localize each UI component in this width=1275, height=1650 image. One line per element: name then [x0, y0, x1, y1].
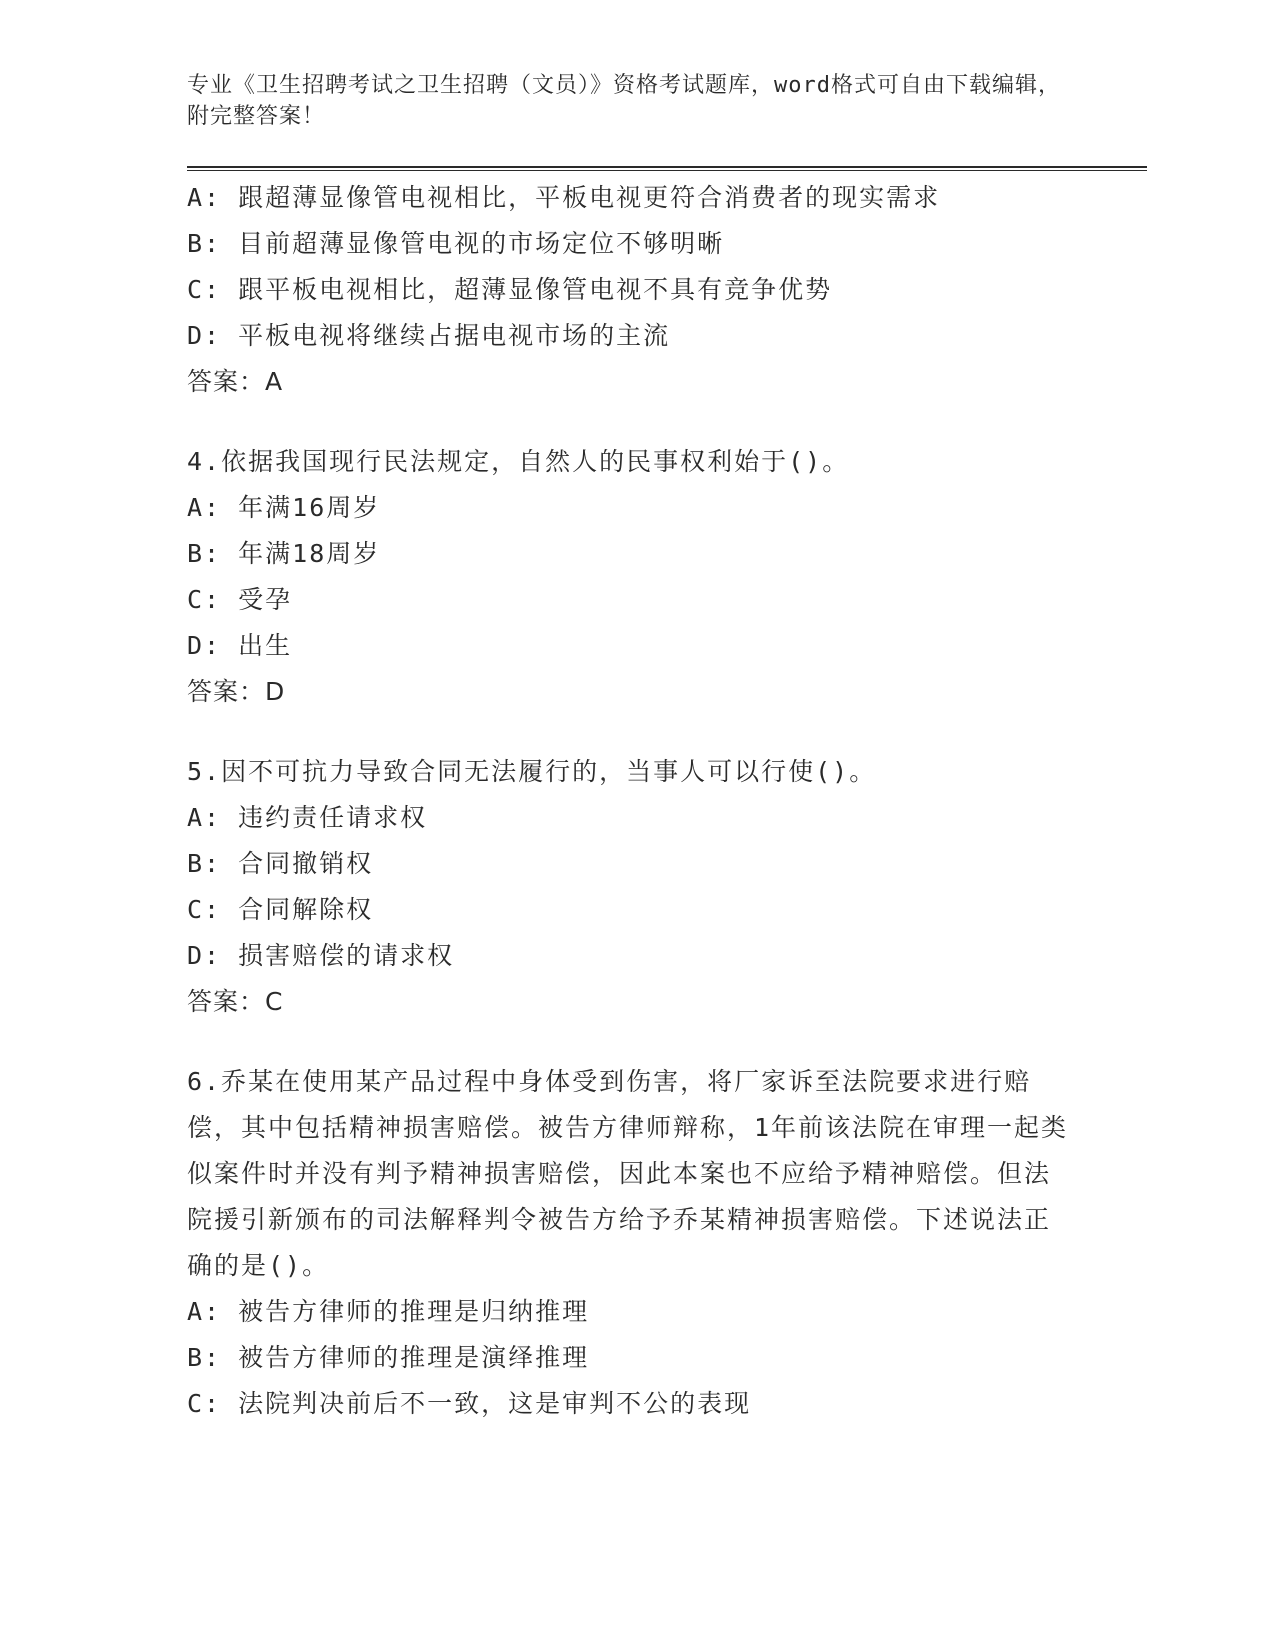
question-4 — [187, 439, 1147, 715]
option-c: C: 受孕 — [187, 585, 293, 614]
page-content — [187, 70, 1147, 1427]
question-3 — [187, 175, 1147, 405]
option-b: B: 合同撤销权 — [187, 849, 374, 878]
question-text: 6.乔某在使用某产品过程中身体受到伤害，将厂家诉至法院要求进行赔偿，其中包括精神损害赔偿。被告方律师辩称，1年前该法院在审理一起类似案件时并没有判予精神损害赔偿，因此本案也不应给予精神赔偿。但法院援引新颁布的司法解释判令被告方给予乔某精神损害赔偿。下述说法正确的是()。 — [187, 1067, 1069, 1280]
option-a: A: 跟超薄显像管电视相比，平板电视更符合消费者的现实需求 — [187, 183, 941, 212]
option-d: D: 平板电视将继续占据电视市场的主流 — [187, 321, 671, 350]
option-a: A: 违约责任请求权 — [187, 803, 428, 832]
option-b: B: 目前超薄显像管电视的市场定位不够明晰 — [187, 229, 725, 258]
option-b: B: 年满18周岁 — [187, 539, 381, 568]
option-c: C: 跟平板电视相比，超薄显像管电视不具有竞争优势 — [187, 275, 833, 304]
question-text: 5.因不可抗力导致合同无法履行的，当事人可以行使()。 — [187, 757, 877, 786]
option-c: C: 法院判决前后不一致，这是审判不公的表现 — [187, 1389, 752, 1418]
answer: 答案：C — [187, 987, 284, 1016]
header-divider — [187, 166, 1147, 171]
question-text: 4.依据我国现行民法规定，自然人的民事权利始于()。 — [187, 447, 850, 476]
option-a: A: 年满16周岁 — [187, 493, 381, 522]
document-header: 专业《卫生招聘考试之卫生招聘（文员）》资格考试题库，word格式可自由下载编辑，附完整答案！ — [187, 73, 1061, 129]
answer: 答案：A — [187, 367, 284, 396]
option-c: C: 合同解除权 — [187, 895, 374, 924]
answer: 答案：D — [187, 677, 286, 706]
option-d: D: 出生 — [187, 631, 293, 660]
option-d: D: 损害赔偿的请求权 — [187, 941, 455, 970]
option-a: A: 被告方律师的推理是归纳推理 — [187, 1297, 590, 1326]
question-5 — [187, 749, 1147, 1025]
question-6 — [187, 1059, 1147, 1427]
option-b: B: 被告方律师的推理是演绎推理 — [187, 1343, 590, 1372]
